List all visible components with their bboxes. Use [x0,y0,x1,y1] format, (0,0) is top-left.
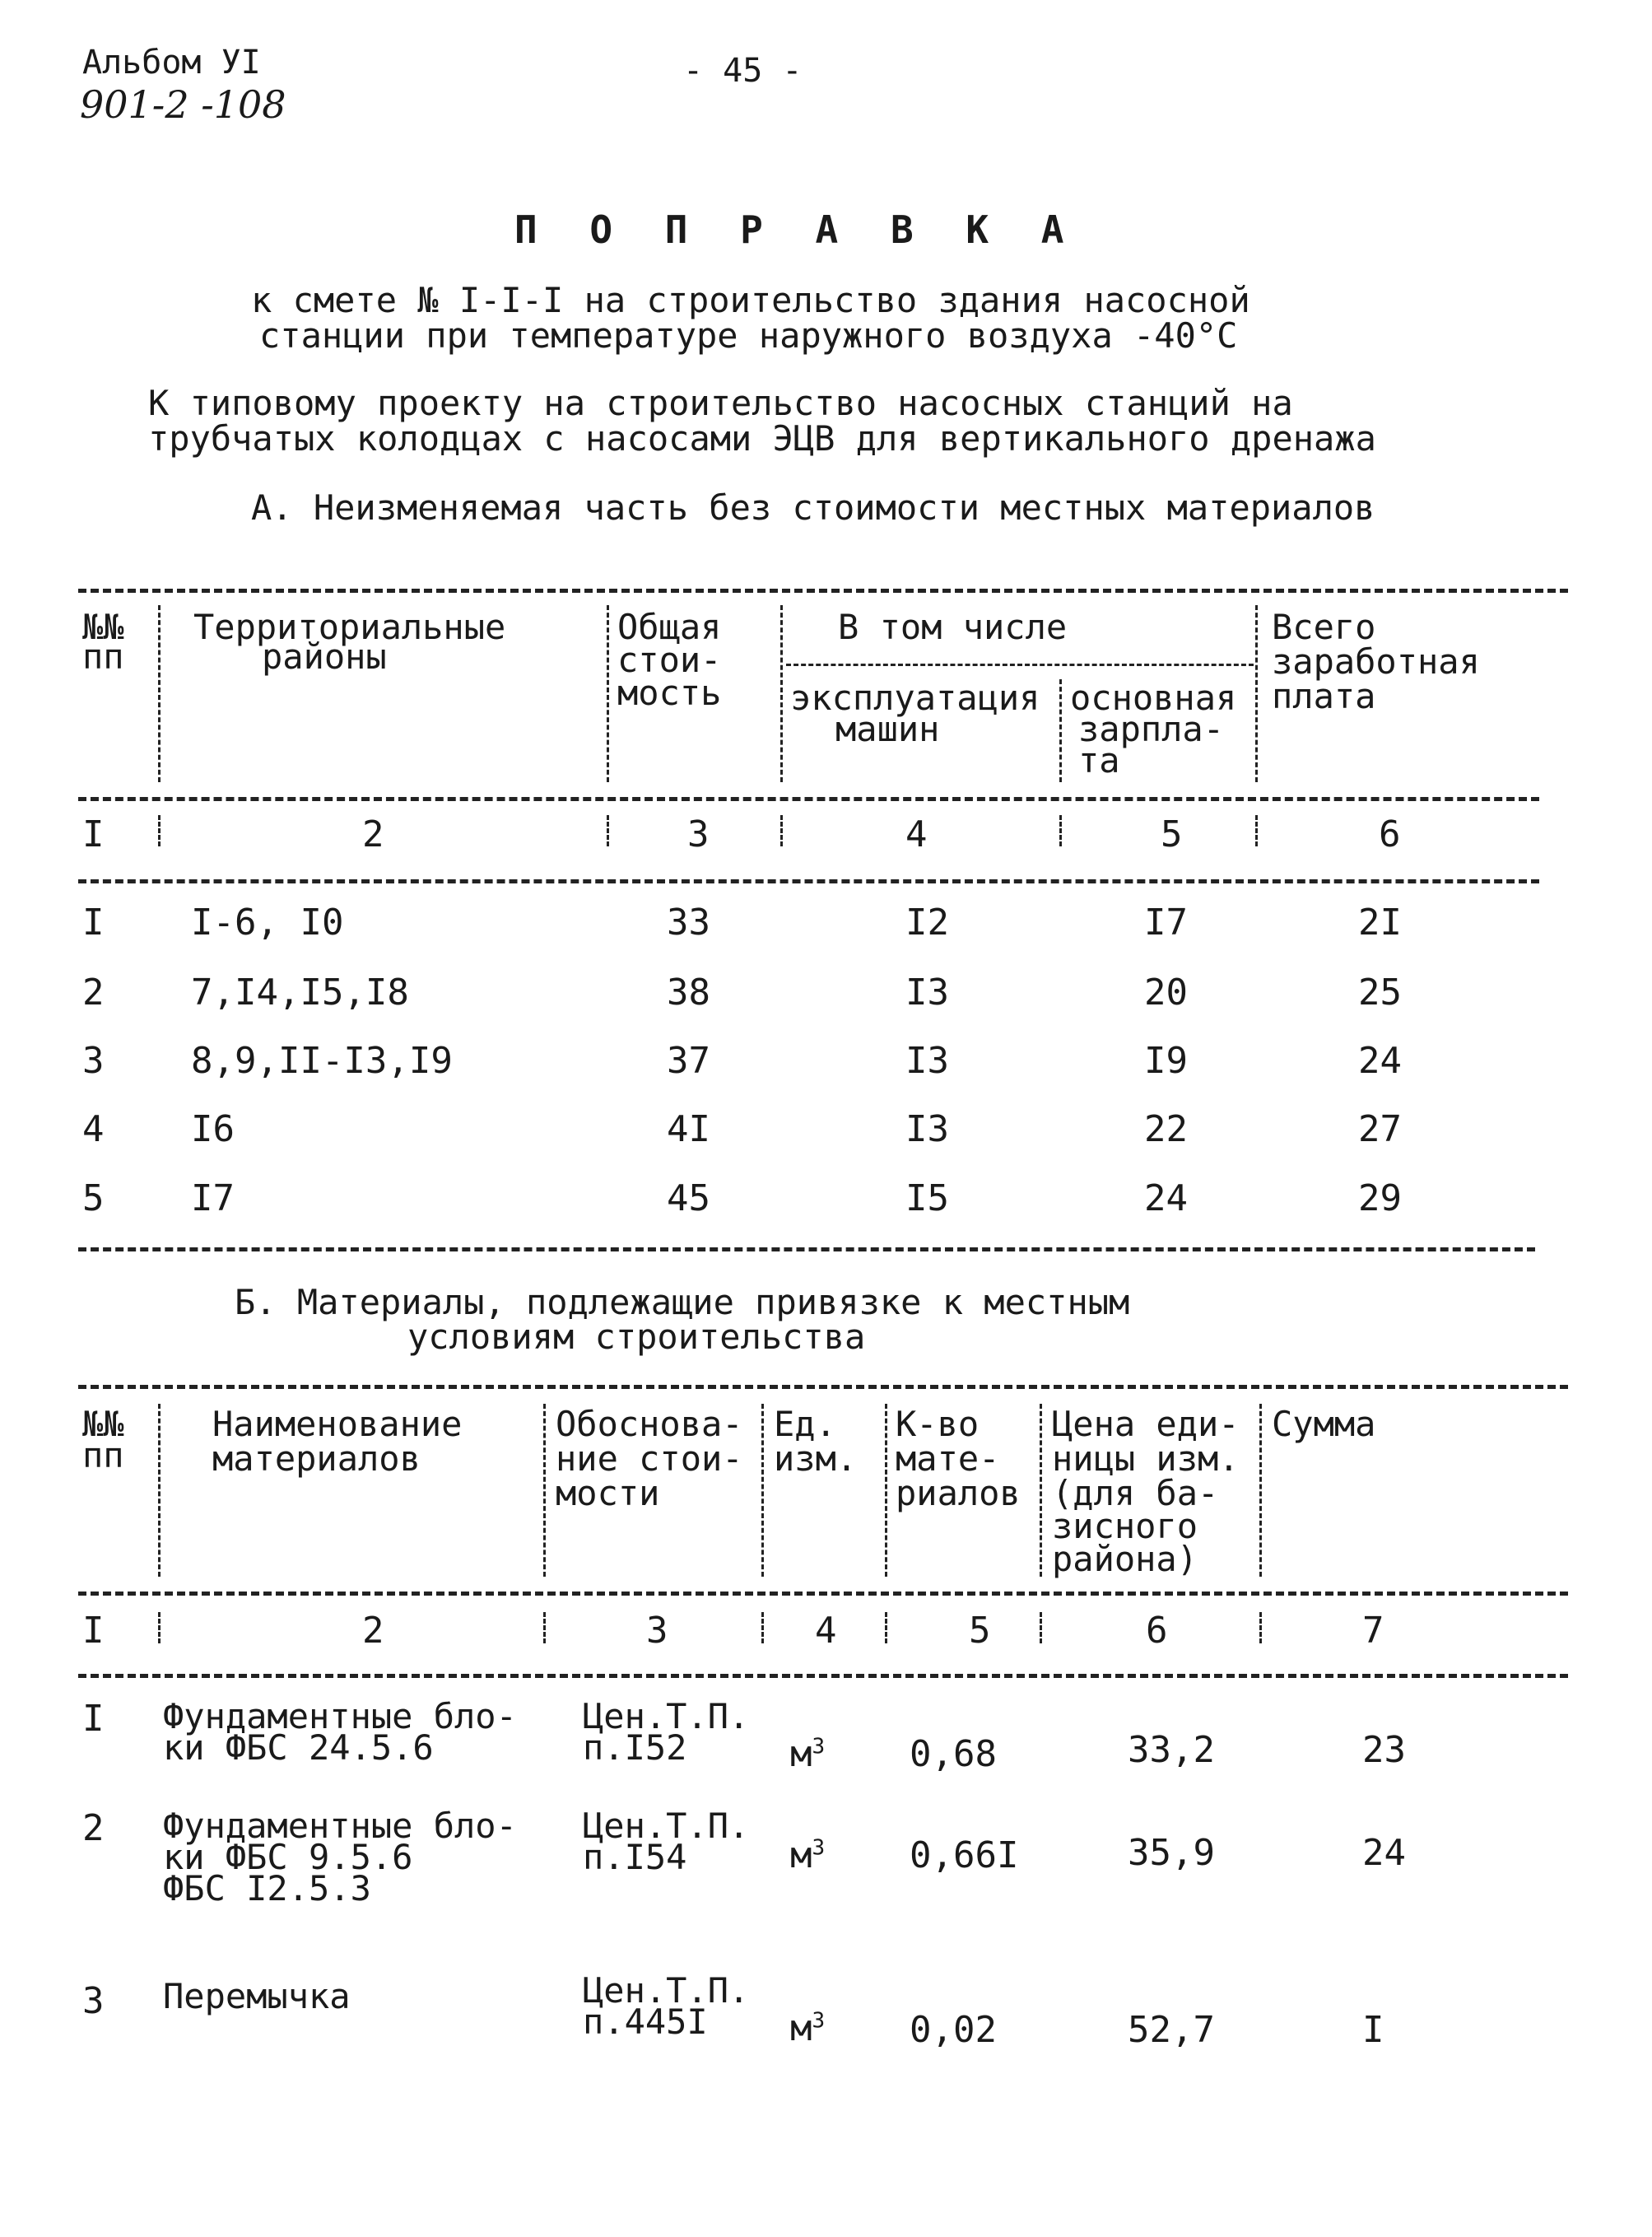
row-unit-price: 35,9 [1128,1832,1215,1874]
subtitle-line-1: к смете № I-I-I на строительство здания насосной [251,280,1250,320]
row-number: 4 [82,1108,105,1150]
subtitle-line-2: станции при температуре наружного воздуха -40°С [259,315,1238,356]
col-number: 6 [1379,813,1401,855]
row-unit-sup: 3 [812,2008,826,2034]
table-b-sep [158,1612,161,1643]
row-districts: 7,I4,I5,I8 [191,972,409,1014]
row-quantity: 0,66I [910,1834,1019,1876]
header-col4-l2: машин [835,709,940,749]
row-machine-operation: I3 [905,972,949,1014]
col-number: 5 [1161,813,1183,855]
header-col3-l3: мости [556,1473,660,1513]
row-sum: I [1362,2009,1384,2051]
table-b-sep [1259,1404,1262,1577]
header-col5-l2: мате- [896,1438,1000,1479]
row-base-wage: I9 [1144,1040,1188,1082]
header-col6-l5: района) [1052,1539,1198,1579]
table-a-sep [607,815,609,846]
section-a-heading: А. Неизменяемая часть без стоимости местных материалов [251,487,1375,528]
table-b-sep [543,1404,546,1577]
header-col5-l1: К-во [896,1404,980,1444]
header-col1-l1: №№ [82,1404,124,1444]
row-unit-text: м [790,2007,812,2049]
row-sum: 24 [1362,1832,1406,1874]
row-quantity: 0,02 [910,2009,997,2051]
header-col1-l2: пп [82,636,124,677]
col-number: 3 [687,813,710,855]
project-line-1: К типовому проекту на строительство насосных станций на [148,383,1293,423]
col-number: I [82,813,105,855]
col-number: 6 [1146,1610,1168,1652]
row-unit-text: м [790,1834,812,1876]
table-a-sep [780,605,783,782]
row-base-wage: 24 [1144,1177,1188,1219]
header-col3-l1: Общая [617,607,722,647]
header-col2-l1: Территориальные [193,607,506,647]
header-col1-l2: пп [82,1435,124,1475]
row-unit-sup: 3 [812,1835,826,1861]
col-number: 3 [646,1610,668,1652]
header-col3-l2: стои- [617,640,722,680]
row-number: I [82,902,105,944]
header-col3-l1: Обоснова- [556,1404,743,1444]
row-material-name: Фундаментные бло- [163,1696,517,1736]
table-a-sep [1255,815,1258,846]
header-col6-l1: Всего [1272,607,1376,647]
row-unit-sup: 3 [812,1734,826,1759]
row-machine-operation: I5 [905,1177,949,1219]
row-number: 5 [82,1177,105,1219]
header-col6-l3: плата [1272,676,1376,716]
document-code: 901-2 -108 [80,82,286,127]
row-quantity: 0,68 [910,1733,997,1775]
table-b-sep [761,1404,764,1577]
header-col2-l1: Наименование [212,1404,463,1444]
table-b-header-rule [78,1592,1568,1596]
row-cost-basis: п.I52 [583,1727,687,1768]
header-col6-l2: ницы изм. [1052,1438,1240,1479]
col-number: 5 [969,1610,991,1652]
header-col6-l2: заработная [1272,641,1480,682]
section-b-heading-line-1: Б. Материалы, подлежащие привязке к местным [235,1282,1130,1322]
row-unit [790,1733,825,1775]
col-number: 2 [362,1610,384,1652]
table-a-bottom-rule [78,1247,1535,1251]
row-sum: 23 [1362,1729,1406,1771]
row-total-wage: 24 [1358,1040,1402,1082]
table-b-sep [1259,1612,1262,1643]
row-total-wage: 29 [1358,1177,1402,1219]
header-col6-l1: Цена еди- [1052,1404,1240,1444]
row-material-name: ки ФБС 9.5.6 [163,1837,413,1877]
row-unit [790,2007,825,2049]
header-col2-l2: районы [262,636,387,677]
header-col1-l1: №№ [82,607,124,647]
col-number: I [82,1610,105,1652]
page-number: - 45 - [683,52,803,90]
row-cost-basis: Цен.Т.П. [583,1806,750,1846]
col-number: 2 [362,813,384,855]
row-machine-operation: I2 [905,902,949,944]
col-number: 7 [1362,1610,1384,1652]
row-districts: I6 [191,1108,235,1150]
project-line-2: трубчатых колодцах с насосами ЭЦВ для вертикального дренажа [148,418,1376,459]
table-a-header-rule [78,797,1539,801]
table-b-sep [885,1404,887,1577]
row-number: 2 [82,1807,105,1849]
row-base-wage: 20 [1144,972,1188,1014]
header-col6-l3: (для ба- [1052,1473,1219,1513]
table-b-sep [885,1612,887,1643]
table-b-colnum-rule [78,1674,1568,1678]
row-districts: I-6, I0 [191,902,344,944]
table-b-sep [543,1612,546,1643]
header-col4-l2: изм. [774,1438,858,1479]
section-b-heading-line-2: условиям строительства [407,1317,866,1357]
header-col5-l3: та [1078,740,1120,781]
table-b-top-rule [78,1385,1568,1389]
row-base-wage: 22 [1144,1108,1188,1150]
row-total-cost: 4I [667,1108,710,1150]
header-col5-l3: риалов [896,1473,1021,1513]
table-b-sep [158,1404,161,1577]
table-a-sep [158,815,161,846]
header-col5-l2: зарпла- [1078,709,1225,749]
row-cost-basis: п.445I [583,2002,708,2042]
row-number: 3 [82,1040,105,1082]
row-unit-price: 52,7 [1128,2009,1215,2051]
row-material-name: Фундаментные бло- [163,1806,517,1846]
row-machine-operation: I3 [905,1040,949,1082]
row-cost-basis: п.I54 [583,1837,687,1877]
row-total-cost: 45 [667,1177,710,1219]
table-b-sep [1040,1404,1042,1577]
header-group: В том числе [838,607,1068,647]
header-col6-l4: зисного [1052,1506,1198,1546]
header-col2-l2: материалов [212,1438,421,1479]
row-machine-operation: I3 [905,1108,949,1150]
row-material-name: Перемычка [163,1976,351,2016]
row-unit-price: 33,2 [1128,1729,1215,1771]
row-cost-basis: Цен.Т.П. [583,1696,750,1736]
document-title: П О П Р А В К А [514,207,1079,252]
row-material-name: ки ФБС 24.5.6 [163,1727,434,1768]
row-base-wage: I7 [1144,902,1188,944]
row-unit [790,1834,825,1876]
table-a-sep [607,605,609,782]
row-total-wage: 25 [1358,972,1402,1014]
row-districts: I7 [191,1177,235,1219]
header-col4-l1: эксплуатация [790,678,1040,718]
table-a-sep [158,605,161,782]
row-number: 3 [82,1980,105,2022]
table-a-sep [780,815,783,846]
header-col5-l1: основная [1070,678,1237,718]
album-label: Альбом УI [82,44,261,82]
table-a-sep [1059,679,1062,782]
row-cost-basis: Цен.Т.П. [583,1970,750,2011]
row-number: I [82,1698,105,1740]
row-material-name: ФБС I2.5.3 [163,1868,371,1908]
table-a-group-rule [786,664,1254,666]
table-a-top-rule [78,589,1568,593]
header-col3-l3: мость [617,673,722,713]
row-total-wage: 27 [1358,1108,1402,1150]
row-total-wage: 2I [1358,902,1402,944]
table-a-sep [1059,815,1062,846]
col-number: 4 [815,1610,837,1652]
header-col3-l2: ние стои- [556,1438,743,1479]
row-number: 2 [82,972,105,1014]
row-total-cost: 38 [667,972,710,1014]
table-b-sep [1040,1612,1042,1643]
table-a-colnum-rule [78,879,1539,883]
row-districts: 8,9,II-I3,I9 [191,1040,453,1082]
header-col7: Сумма [1272,1404,1376,1444]
table-b-sep [761,1612,764,1643]
header-col4-l1: Ед. [774,1404,836,1444]
row-unit-text: м [790,1733,812,1775]
col-number: 4 [905,813,928,855]
row-total-cost: 33 [667,902,710,944]
table-a-sep [1255,605,1258,782]
row-total-cost: 37 [667,1040,710,1082]
